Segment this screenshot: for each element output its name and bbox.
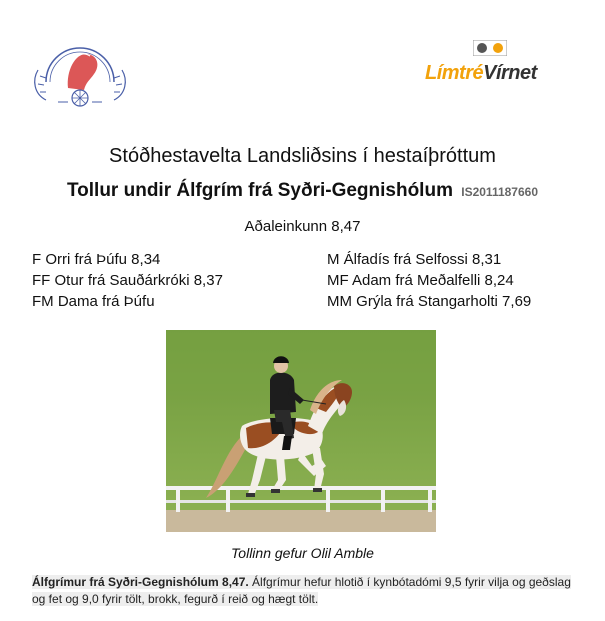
pedigree-sire-sire: FF Otur frá Sauðárkróki 8,37: [32, 272, 223, 289]
limtre-virnet-logo: [425, 40, 555, 90]
photo-caption: Tollinn gefur Olil Amble: [231, 545, 374, 561]
description-text: Álfgrímur hefur hlotið í kynbótadómi 9,5 fyrir vilja og geðslag og fet og 9,0 fyrir tölt, brokk, fegurð í reið og hægt tölt.: [32, 575, 571, 606]
horse-name: Tollur undir Álfgrím frá Syðri-Gegnishólum: [66, 180, 453, 201]
horse-heading: [0, 180, 605, 202]
lh-horse-seal-logo: [28, 30, 132, 116]
pedigree-dam-dam: MM Grýla frá Stangarholti 7,69: [327, 293, 532, 310]
limtre-virnet-wordmark: [425, 62, 537, 85]
horse-photo: [166, 330, 436, 532]
document-title: Stóðhestavelta Landsliðsins í hestaíþróttum: [109, 145, 496, 167]
pedigree-dam-side: [327, 249, 531, 312]
brand-part-limtre: Límtré: [425, 62, 484, 84]
pedigree-dam: M Álfadís frá Selfossi 8,31: [327, 251, 502, 268]
overall-score: Aðaleinkunn 8,47: [244, 218, 361, 235]
pedigree-sire-dam: FM Dama frá Þúfu: [32, 293, 155, 310]
brand-part-virnet: Vírnet: [483, 62, 537, 84]
description-lead: Álfgrímur frá Syðri-Gegnishólum 8,47.: [32, 575, 249, 589]
registration-number: IS2011187660: [461, 185, 539, 199]
pedigree-sire-side: [32, 249, 223, 312]
description-paragraph: [32, 574, 577, 608]
pedigree-dam-sire: MF Adam frá Meðalfelli 8,24: [327, 272, 514, 289]
pedigree-sire: F Orri frá Þúfu 8,34: [32, 251, 161, 268]
